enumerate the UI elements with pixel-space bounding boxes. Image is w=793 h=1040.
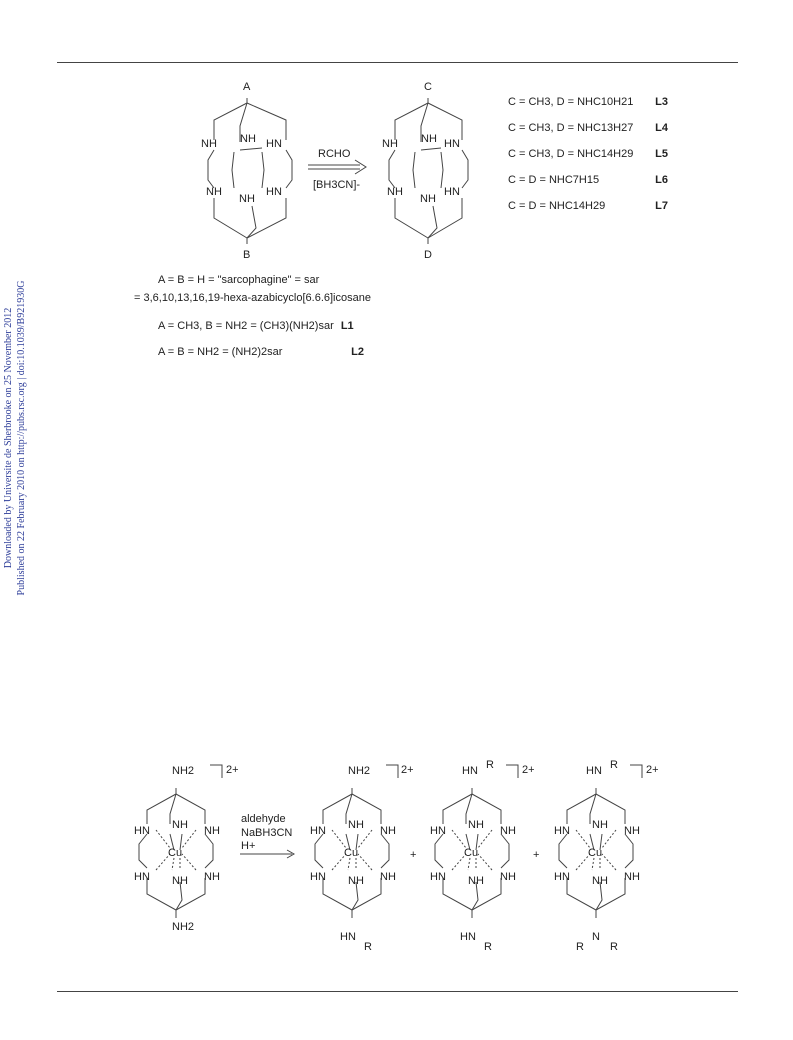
cu-label: Cu <box>464 847 479 859</box>
hn-label: HN <box>430 871 446 883</box>
hn-label: HN <box>310 871 326 883</box>
hn-label: HN <box>134 825 150 837</box>
nh-label: NH <box>592 875 608 887</box>
cu-cage-reactant <box>134 765 220 933</box>
nh-label: NH <box>387 186 403 198</box>
nh-label: NH <box>172 875 188 887</box>
nh-label: NH <box>206 186 222 198</box>
cu-cage-product-tri <box>554 759 640 953</box>
charge-bracket <box>630 765 642 778</box>
n-label: N <box>592 931 600 943</box>
hn-label: HN <box>554 825 570 837</box>
download-info: Downloaded by Universite de Sherbrooke on 25 November 2012 <box>3 307 14 569</box>
reagent-rcho: RCHO <box>318 148 351 160</box>
charge-bracket <box>210 765 222 778</box>
r-label: R <box>610 759 618 771</box>
nh-label: NH <box>172 819 188 831</box>
reagent-nabh3cn: NaBH3CN <box>241 827 293 839</box>
reagent-bh3cn: [BH3CN]- <box>313 179 361 191</box>
hn-label: HN <box>586 765 602 777</box>
ligand-code: L4 <box>655 122 668 134</box>
nh-label: NH <box>348 819 364 831</box>
label-b: B <box>243 249 251 261</box>
nh-label: NH <box>204 871 220 883</box>
charge-label: 2+ <box>226 764 239 776</box>
nh-label: NH <box>500 871 516 883</box>
hn-label: HN <box>444 138 460 150</box>
nh-label: NH <box>204 825 220 837</box>
ligand-code: L5 <box>655 148 668 160</box>
cu-cage-product-di <box>430 759 516 953</box>
ligand-formula: C = CH3, D = NHC13H27 <box>508 122 634 134</box>
plus-sign: + <box>410 849 417 861</box>
cu-label: Cu <box>344 847 359 859</box>
cu-label: Cu <box>588 847 603 859</box>
hn-label: HN <box>340 931 356 943</box>
ligand-code: L6 <box>655 174 668 186</box>
nh-label: NH <box>240 133 256 145</box>
reagent-h: H+ <box>241 840 256 852</box>
label-c: C <box>424 81 432 93</box>
nh-label: NH <box>468 819 484 831</box>
l1-text: A = CH3, B = NH2 = (CH3)(NH2)sar <box>158 320 334 332</box>
charge-bracket <box>506 765 518 778</box>
nh2-label: NH2 <box>172 921 195 933</box>
r-label: R <box>484 941 492 953</box>
hn-label: HN <box>134 871 150 883</box>
nh-label: NH <box>500 825 516 837</box>
hn-label: HN <box>460 931 476 943</box>
hn-label: HN <box>430 825 446 837</box>
nh-label: NH <box>592 819 608 831</box>
hn-label: HN <box>310 825 326 837</box>
sar-iupac-name: = 3,6,10,13,16,19-hexa-azabicyclo[6.6.6]icosane <box>134 292 371 304</box>
ligand-formula: C = D = NHC7H15 <box>508 174 600 186</box>
l2-code: L2 <box>351 346 364 358</box>
l2-text: A = B = NH2 = (NH2)2sar <box>158 346 283 358</box>
r-label: R <box>576 941 584 953</box>
r-label: R <box>610 941 618 953</box>
hn-label: HN <box>554 871 570 883</box>
ligand-formula: C = D = NHC14H29 <box>508 200 606 212</box>
charge-label: 2+ <box>522 764 535 776</box>
ligand-formula: C = CH3, D = NHC10H21 <box>508 96 634 108</box>
charge-label: 2+ <box>646 764 659 776</box>
cu-cage-product-mono <box>310 765 396 953</box>
nh-label: NH <box>239 193 255 205</box>
nh-label: NH <box>421 133 437 145</box>
ligand-code: L3 <box>655 96 668 108</box>
label-a: A <box>243 81 251 93</box>
hn-label: HN <box>266 186 282 198</box>
nh-label: NH <box>348 875 364 887</box>
ligand-code: L7 <box>655 200 668 212</box>
nh-label: NH <box>624 871 640 883</box>
nh-label: NH <box>380 825 396 837</box>
label-d: D <box>424 249 432 261</box>
r-label: R <box>364 941 372 953</box>
ligand-formula: C = CH3, D = NHC14H29 <box>508 148 634 160</box>
nh-label: NH <box>380 871 396 883</box>
r-label: R <box>486 759 494 771</box>
charge-bracket <box>386 765 398 778</box>
nh2-label: NH2 <box>348 765 371 777</box>
nh2-label: NH2 <box>172 765 195 777</box>
published-info: Published on 22 February 2010 on http://pubs.rsc.org | doi:10.1039/B921930G <box>16 280 27 596</box>
sar-definition: A = B = H = "sarcophagine" = sar <box>158 274 320 286</box>
l1-code: L1 <box>340 320 354 332</box>
reagent-aldehyde: aldehyde <box>241 813 286 825</box>
nh-label: NH <box>201 138 217 150</box>
plus-sign: + <box>533 849 540 861</box>
nh-label: NH <box>624 825 640 837</box>
nh-label: NH <box>382 138 398 150</box>
hn-label: HN <box>266 138 282 150</box>
cu-label: Cu <box>168 847 183 859</box>
charge-label: 2+ <box>401 764 414 776</box>
hn-label: HN <box>444 186 460 198</box>
nh-label: NH <box>468 875 484 887</box>
nh-label: NH <box>420 193 436 205</box>
hn-label: HN <box>462 765 478 777</box>
